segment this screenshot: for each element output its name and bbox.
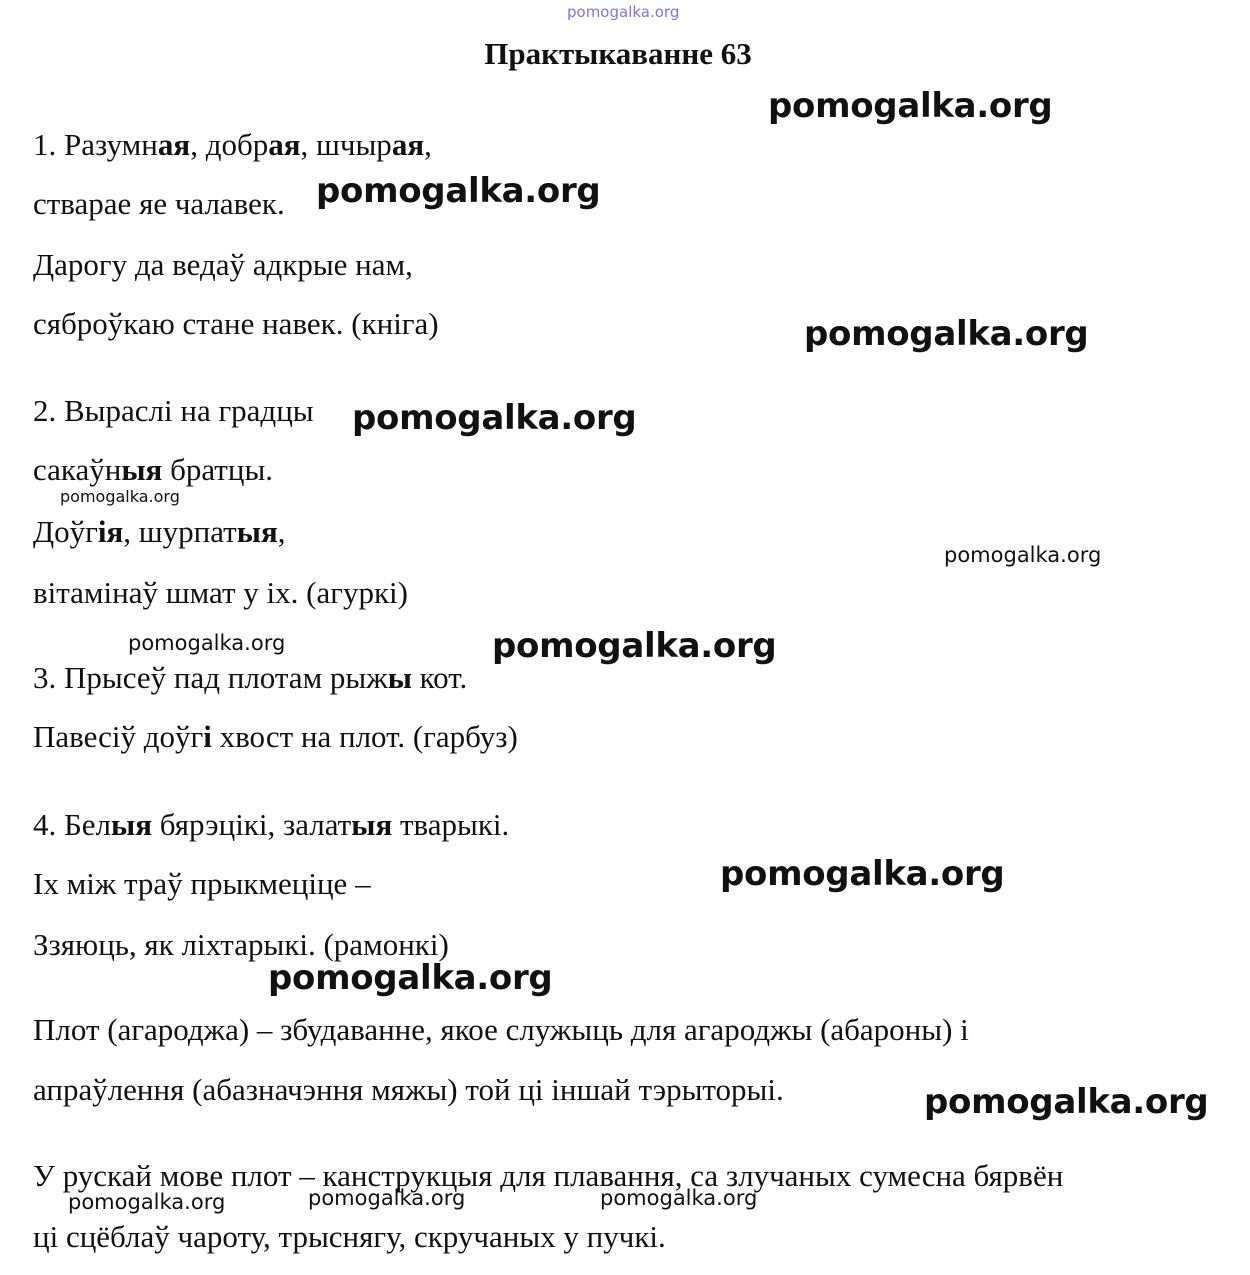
- watermark: pomogalka.org: [268, 958, 553, 998]
- russian-paragraph-line-1: У рускай мове плот – канструкцыя для плавання, са злучаных сумесна бярвён: [33, 1158, 1064, 1193]
- text-segment: тварыкі.: [392, 807, 510, 842]
- bold-ending: ая: [391, 127, 425, 162]
- watermark: pomogalka.org: [768, 86, 1053, 126]
- text-segment: Іх між траў прыкмеціце –: [33, 866, 371, 901]
- text-segment: Дарогу да ведаў адкрые нам,: [33, 247, 413, 282]
- riddle-3-line-1: [33, 659, 467, 697]
- riddle-1-line-4: [33, 305, 439, 343]
- plot-paragraph-line-2: апраўлення (абазначэння мяжы) той ці іншай тэрыторыі.: [33, 1072, 784, 1107]
- riddle-3-line-2: [33, 718, 518, 756]
- watermark: pomogalka.org: [924, 1082, 1209, 1122]
- watermark: pomogalka.org: [567, 3, 680, 21]
- russian-paragraph-line-2: ці сцёблаў чароту, трыснягу, скручаных у пучкі.: [33, 1219, 666, 1254]
- riddle-2-line-3: [33, 513, 285, 551]
- watermark: pomogalka.org: [128, 631, 286, 655]
- watermark: pomogalka.org: [492, 626, 777, 666]
- text-segment: Павесіў доўг: [33, 719, 204, 754]
- text-segment: Доўг: [33, 514, 98, 549]
- text-segment: сакаўн: [33, 452, 122, 487]
- watermark: pomogalka.org: [60, 487, 180, 506]
- text-segment: хвост на плот. (гарбуз): [211, 719, 518, 754]
- watermark: pomogalka.org: [600, 1186, 758, 1210]
- riddle-1-line-3: [33, 246, 413, 284]
- watermark: pomogalka.org: [352, 398, 637, 438]
- text-segment: , шурпат: [123, 514, 237, 549]
- text-segment: стварае яе чалавек.: [33, 186, 285, 221]
- riddle-2-line-1: [33, 392, 314, 430]
- watermark: pomogalka.org: [804, 314, 1089, 354]
- text-segment: кот.: [411, 660, 468, 695]
- bold-ending: ы: [387, 660, 412, 695]
- watermark: pomogalka.org: [720, 854, 1005, 894]
- text-segment: Ззяюць, як ліхтарыкі. (рамонкі): [33, 927, 449, 962]
- riddle-1-line-1: [33, 126, 432, 164]
- watermark: pomogalka.org: [944, 543, 1102, 567]
- text-segment: 4. Бел: [33, 807, 112, 842]
- text-segment: вітамінаў шмат у іх. (агуркі): [33, 575, 408, 610]
- page-title: Практыкаванне 63: [484, 36, 752, 71]
- bold-ending: і: [203, 719, 212, 754]
- text-segment: 3. Прысеў пад плотам рыж: [33, 660, 388, 695]
- bold-ending: ыя: [351, 807, 393, 842]
- watermark: pomogalka.org: [316, 171, 601, 211]
- riddle-1-line-2: [33, 185, 285, 223]
- bold-ending: ыя: [111, 807, 153, 842]
- bold-ending: ыя: [236, 514, 278, 549]
- text-segment: сяброўкаю стане навек. (кніга): [33, 306, 439, 341]
- bold-ending: ія: [97, 514, 124, 549]
- text-segment: 1. Разумн: [33, 127, 158, 162]
- bold-ending: ыя: [121, 452, 163, 487]
- text-segment: 2. Выраслі на градцы: [33, 393, 314, 428]
- text-segment: братцы.: [162, 452, 274, 487]
- text-segment: бярэцікі, залат: [152, 807, 352, 842]
- bold-ending: ая: [268, 127, 301, 162]
- watermark: pomogalka.org: [308, 1186, 466, 1210]
- plot-paragraph-line-1: Плот (агароджа) – збудаванне, якое служыць для агароджы (абароны) і: [33, 1012, 969, 1047]
- riddle-2-line-4: [33, 574, 408, 612]
- riddle-4-line-1: [33, 806, 509, 844]
- riddle-4-line-2: [33, 865, 371, 903]
- text-segment: , добр: [190, 127, 269, 162]
- riddle-2-line-2: [33, 451, 273, 489]
- text-segment: , шчыр: [300, 127, 392, 162]
- bold-ending: ая: [157, 127, 191, 162]
- text-segment: ,: [424, 127, 432, 162]
- text-segment: ,: [277, 514, 286, 549]
- watermark: pomogalka.org: [68, 1190, 226, 1214]
